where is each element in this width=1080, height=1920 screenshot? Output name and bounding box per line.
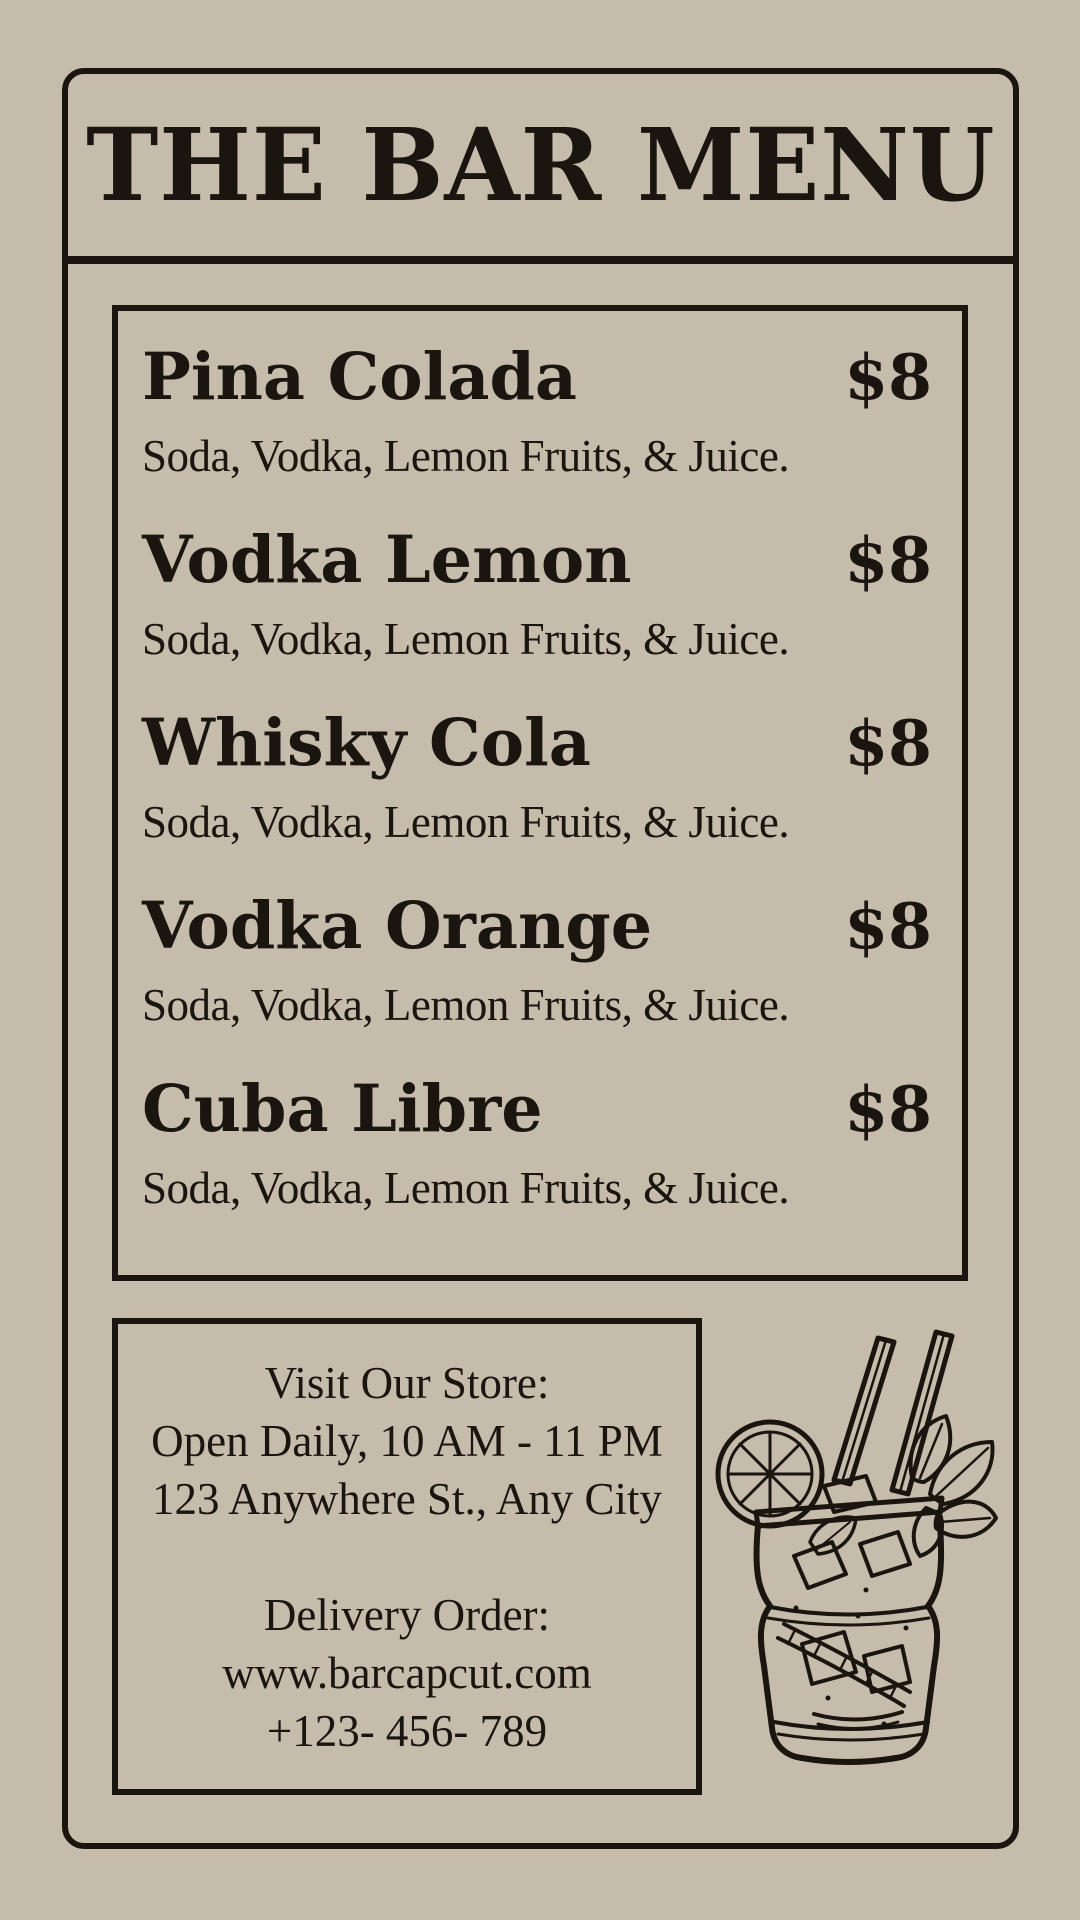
menu-item	[142, 703, 932, 853]
item-name: Vodka Orange	[142, 888, 653, 964]
page-title: THE BAR MENU	[85, 106, 996, 224]
item-price: $8	[844, 889, 932, 963]
delivery-website: www.barcapcut.com	[222, 1648, 592, 1698]
menu-item	[142, 886, 932, 1036]
store-info-box	[112, 1318, 702, 1795]
menu-items-box	[112, 305, 968, 1281]
item-description: Soda, Vodka, Lemon Fruits, & Juice.	[142, 614, 790, 664]
menu-item-row	[142, 520, 932, 600]
menu-card	[62, 68, 1019, 1849]
item-description: Soda, Vodka, Lemon Fruits, & Juice.	[142, 431, 790, 481]
item-price: $8	[844, 1072, 932, 1146]
footer-spacer	[118, 1528, 696, 1586]
ice-cubes-icon	[794, 1517, 910, 1692]
store-heading: Visit Our Store:	[264, 1358, 550, 1408]
menu-item	[142, 1069, 932, 1219]
delivery-phone: +123- 456- 789	[266, 1706, 548, 1756]
straw-icon	[834, 1332, 952, 1494]
cocktail-glass-illustration	[698, 1326, 998, 1766]
menu-item-row	[142, 337, 932, 417]
menu-item	[142, 337, 932, 487]
menu-item-row	[142, 1069, 932, 1149]
menu-item	[142, 520, 932, 670]
menu-item-row	[142, 886, 932, 966]
item-name: Vodka Lemon	[142, 522, 632, 598]
item-price: $8	[844, 340, 932, 414]
delivery-heading: Delivery Order:	[263, 1590, 551, 1640]
menu-item-row	[142, 703, 932, 783]
item-name: Whisky Cola	[142, 705, 591, 781]
item-name: Cuba Libre	[142, 1071, 543, 1147]
store-hours: Open Daily, 10 AM - 11 PM	[151, 1416, 663, 1466]
item-price: $8	[844, 523, 932, 597]
menu-header	[68, 74, 1013, 264]
item-description: Soda, Vodka, Lemon Fruits, & Juice.	[142, 980, 790, 1030]
item-name: Pina Colada	[142, 339, 578, 415]
store-address: 123 Anywhere St., Any City	[151, 1474, 662, 1524]
item-price: $8	[844, 706, 932, 780]
item-description: Soda, Vodka, Lemon Fruits, & Juice.	[142, 1163, 790, 1213]
item-description: Soda, Vodka, Lemon Fruits, & Juice.	[142, 797, 790, 847]
